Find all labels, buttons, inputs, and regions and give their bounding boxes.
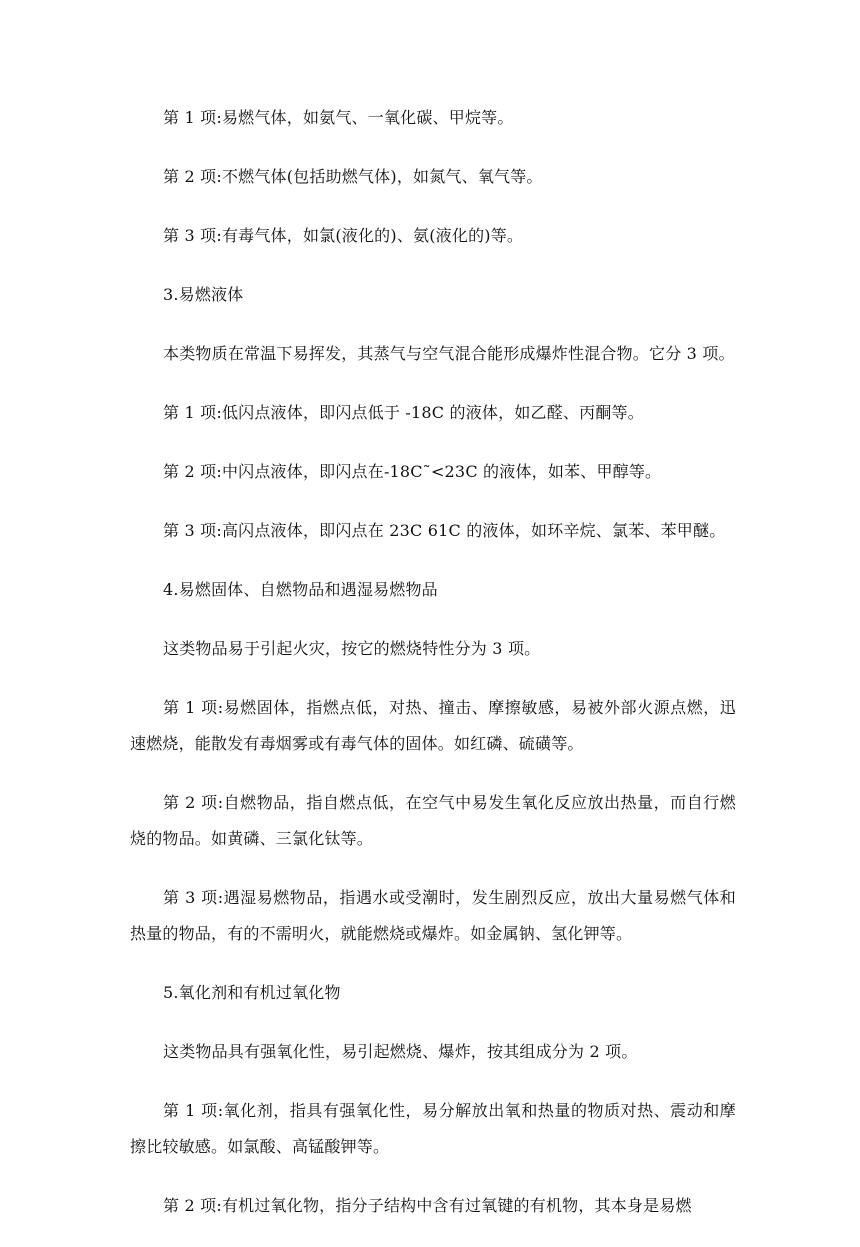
paragraph-liquid-class-3: 第 3 项:高闪点液体，即闪点在 23C 61C 的液体，如环辛烷、氯苯、苯甲醚。 — [163, 521, 726, 540]
paragraph-oxidizer-class-1: 第 1 项:氧化剂，指具有强氧化性，易分解放出氧和热量的物质对热、震动和摩擦比较敏感。如氯酸、高锰酸钾等。 — [130, 1101, 736, 1156]
document-body — [130, 100, 736, 1247]
section-heading-flammable-solids: 4.易燃固体、自燃物品和遇湿易燃物品 — [163, 580, 438, 599]
paragraph-gas-class-1: 第 1 项:易燃气体，如氨气、一氧化碳、甲烷等。 — [163, 108, 514, 127]
paragraph-liquid-class-1: 第 1 项:低闪点液体，即闪点低于 -18C 的液体，如乙醛、丙酮等。 — [163, 403, 644, 422]
paragraph-gas-class-2: 第 2 项:不燃气体(包括助燃气体)，如氮气、氧气等。 — [163, 167, 543, 186]
paragraph-gas-class-3: 第 3 项:有毒气体，如氯(液化的)、氨(液化的)等。 — [163, 226, 524, 245]
paragraph-solid-class-2: 第 2 项:自燃物品，指自燃点低，在空气中易发生氧化反应放出热量，而自行燃烧的物品。如黄磷、三氯化钛等。 — [130, 793, 736, 848]
section-heading-oxidizers: 5.氧化剂和有机过氧化物 — [163, 983, 341, 1002]
paragraph-solid-class-3: 第 3 项:遇湿易燃物品，指遇水或受潮时，发生剧烈反应，放出大量易燃气体和热量的物品，有的不需明火，就能燃烧或爆炸。如金属钠、氢化钾等。 — [130, 888, 736, 943]
paragraph-liquid-class-2: 第 2 项:中闪点液体，即闪点在-18C˜<23C 的液体，如苯、甲醇等。 — [163, 462, 662, 481]
paragraph-solid-class-1: 第 1 项:易燃固体，指燃点低，对热、撞击、摩擦敏感，易被外部火源点燃，迅速燃烧，能散发有毒烟雾或有毒气体的固体。如红磷、硫磺等。 — [130, 698, 736, 753]
section-heading-flammable-liquids: 3.易燃液体 — [163, 285, 244, 304]
paragraph-oxidizer-class-2: 第 2 项:有机过氧化物，指分子结构中含有过氧键的有机物，其本身是易燃 — [163, 1196, 692, 1215]
paragraph-oxidizers-intro: 这类物品具有强氧化性，易引起燃烧、爆炸，按其组成分为 2 项。 — [163, 1042, 638, 1061]
paragraph-flammable-liquids-intro: 本类物质在常温下易挥发，其蒸气与空气混合能形成爆炸性混合物。它分 3 项。 — [163, 344, 735, 363]
paragraph-flammable-solids-intro: 这类物品易于引起火灾，按它的燃烧特性分为 3 项。 — [163, 639, 541, 658]
